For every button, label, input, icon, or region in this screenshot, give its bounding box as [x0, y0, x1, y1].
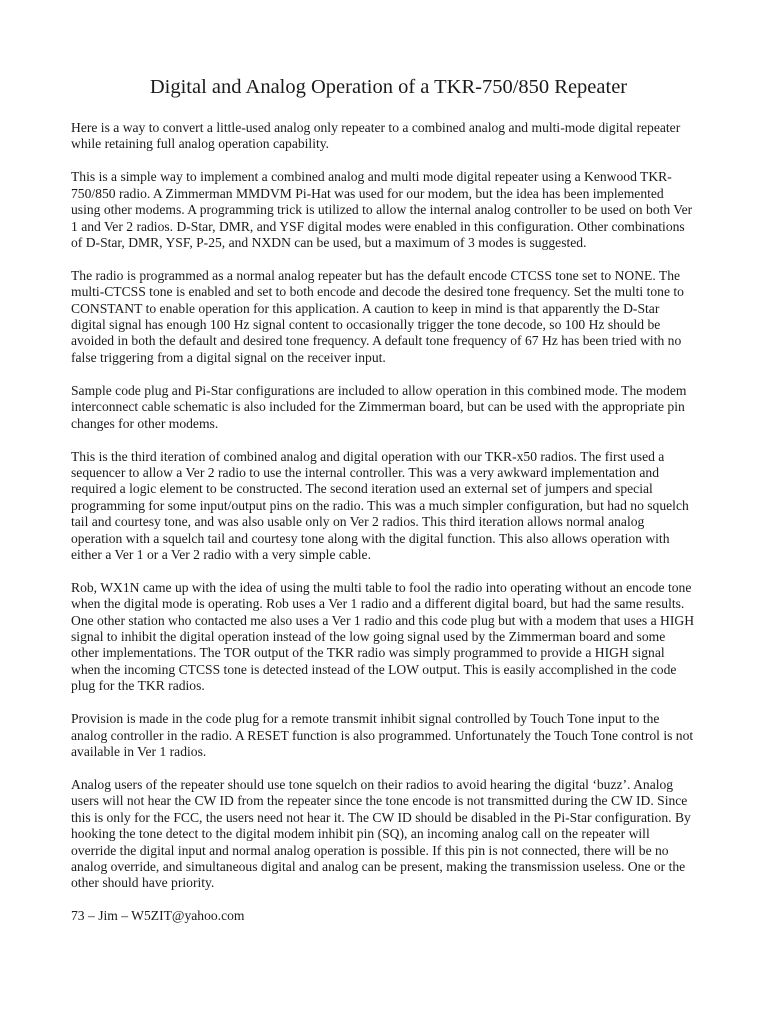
paragraph-intro: Here is a way to convert a little-used analog only repeater to a combined analog and multi-mode digital repeater while retaining full analog operation capability. — [71, 120, 681, 152]
paragraph-programming: The radio is programmed as a normal analog repeater but has the default encode CTCSS tone set to NONE. The multi-CTCSS tone is enabled and set to both encode and decode the desired tone frequency. Set the multi tone to CONSTANT to enable operation for this application. A caution to keep in mind is that apparently the D-Star digital signal has enough 100 Hz signal content to occasionally trigger the tone decode, so 100 Hz should be avoided in both the default and desired tone frequency. A default tone frequency of 67 Hz has been tried with no false triggering from a digital signal on the receiver input. — [71, 267, 684, 365]
paragraph-remote-inhibit: Provision is made in the code plug for a remote transmit inhibit signal controlled by Touch Tone input to the analog controller in the radio. A RESET function is also programmed. Unfortunately the Touch Tone control is not available in Ver 1 radios. — [71, 711, 694, 759]
signature-line: 73 – Jim – W5ZIT@yahoo.com — [71, 908, 245, 924]
paragraph-iterations: This is the third iteration of combined analog and digital operation with our TKR-x50 radios. The first used a sequencer to allow a Ver 2 radio to use the internal controller. This was a very awkward implementation and required a logic element to be constructed. The second iteration used an external set of jumpers and special programming for some input/output pins on the radio. This was a much simpler configuration, but had no squelch tail and courtesy tone, and was also usable only on Ver 2 radios. This third iteration allows normal analog operation with a squelch tail and courtesy tone along with the digital function. This also allows operation with either a Ver 1 or a Ver 2 radio with a very simple cable. — [71, 448, 689, 562]
document-title: Digital and Analog Operation of a TKR-750/850 Repeater — [149, 76, 628, 98]
document-page — [71, 72, 696, 925]
paragraph-implementation: This is a simple way to implement a combined analog and multi mode digital repeater using a Kenwood TKR-750/850 radio. A Zimmerman MMDVM Pi-Hat was used for our modem, but the idea has been implemented using other modems. A programming trick is utilized to allow the internal analog controller to be used on both Ver 1 and Ver 2 radios. D-Star, DMR, and YSF digital modes were enabled in this configuration. Other combinations of D-Star, DMR, YSF, P-25, and NXDN can be used, but a maximum of 3 modes is suggested. — [71, 169, 693, 250]
paragraph-analog-users: Analog users of the repeater should use tone squelch on their radios to avoid hearing the digital ‘buzz’. Analog users will not hear the CW ID from the repeater since the tone encode is not transmitted during the CW ID. Since this is only for the FCC, the users need not hear it. The CW ID should be disabled in the Pi-Star configuration. By hooking the tone detect to the digital modem inhibit pin (SQ), an incoming analog call on the repeater will override the digital input and normal analog operation is possible. If this pin is not connected, there will be no analog override, and simultaneous digital and analog can be present, making the transmission useless. One or the other should have priority. — [71, 776, 691, 891]
paragraph-credits: Rob, WX1N came up with the idea of using the multi table to fool the radio into operating without an encode tone when the digital mode is operating. Rob uses a Ver 1 radio and a different digital board, but had the same results. One other station who contacted me also uses a Ver 1 radio and this code plug but with a modem that uses a HIGH signal to inhibit the digital operation instead of the low going signal used by the Zimmerman board and some other implementations. The TOR output of the TKR radio was simply programmed to provide a HIGH signal when the incoming CTCSS tone is detected instead of the LOW output. This is easily accomplished in the code plug for the TKR radios. — [71, 579, 695, 694]
paragraph-configurations: Sample code plug and Pi-Star configurations are included to allow operation in this combined mode. The modem interconnect cable schematic is also included for the Zimmerman board, but can be used with the appropriate pin changes for other modems. — [71, 382, 687, 431]
